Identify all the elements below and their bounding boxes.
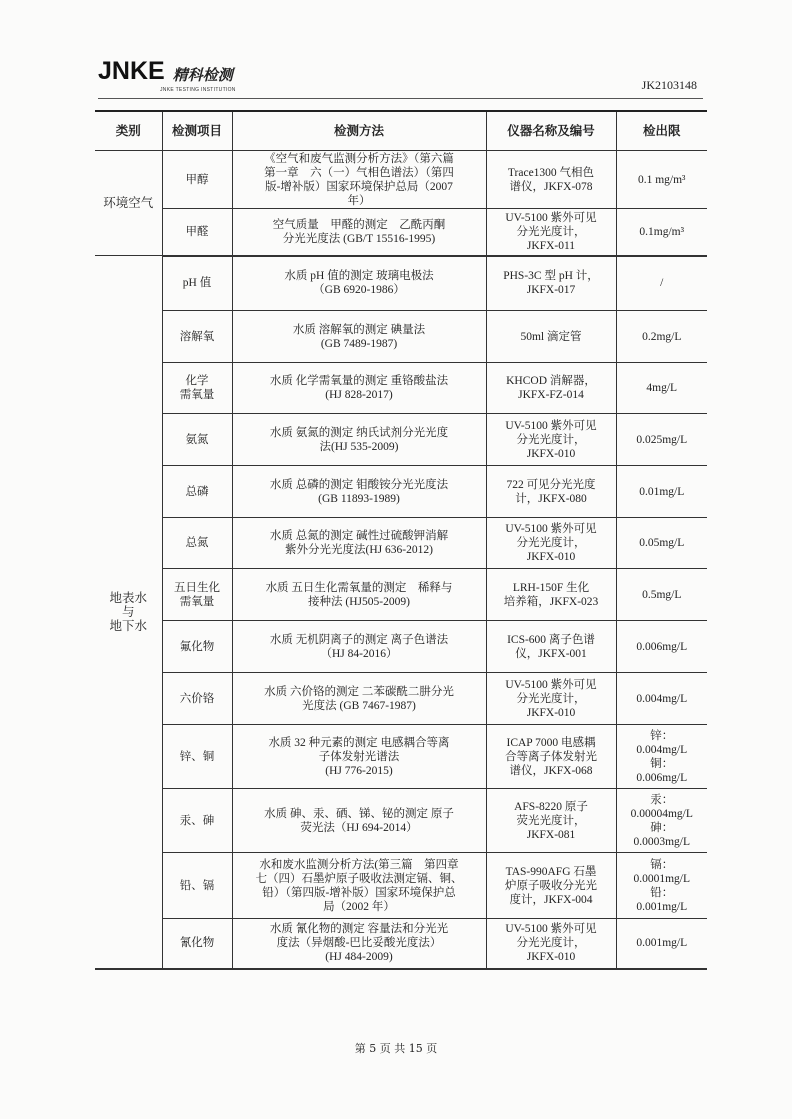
column-header-limit: 检出限 — [616, 111, 707, 151]
table-row — [95, 789, 707, 853]
method-cell: 水质 化学需氧量的测定 重铬酸盐法 (HJ 828-2017) — [232, 363, 486, 414]
instrument-cell: UV-5100 紫外可见 分光光度计， JKFX-010 — [486, 414, 616, 466]
column-header-category: 类别 — [95, 111, 162, 151]
detection-limit-cell: 0.1mg/m³ — [616, 209, 707, 256]
logo-row — [98, 58, 235, 85]
test-item-cell: 甲醇 — [162, 151, 232, 209]
method-cell: 水质 pH 值的测定 玻璃电极法 （GB 6920-1986） — [232, 256, 486, 311]
instrument-cell: UV-5100 紫外可见 分光光度计， JKFX-010 — [486, 673, 616, 725]
table-row — [95, 151, 707, 209]
method-cell: 水质 无机阴离子的测定 离子色谱法 （HJ 84-2016） — [232, 621, 486, 673]
test-item-cell: 氨氮 — [162, 414, 232, 466]
method-cell: 水质 砷、汞、硒、锑、铋的测定 原子 荧光法（HJ 694-2014） — [232, 789, 486, 853]
detection-limit-cell: 0.006mg/L — [616, 621, 707, 673]
method-cell: 水质 氰化物的测定 容量法和分光光 度法（异烟酸-巴比妥酸光度法） (HJ 484-2009) — [232, 919, 486, 969]
detection-limit-cell: 0.004mg/L — [616, 673, 707, 725]
method-cell: 水质 32 种元素的测定 电感耦合等离 子体发射光谱法 (HJ 776-2015) — [232, 725, 486, 789]
table-header-row — [95, 111, 707, 151]
test-item-cell: 锌、铜 — [162, 725, 232, 789]
table-row — [95, 853, 707, 919]
test-item-cell: 五日生化 需氧量 — [162, 569, 232, 621]
instrument-cell: PHS-3C 型 pH 计， JKFX-017 — [486, 256, 616, 311]
company-logo — [98, 58, 236, 93]
detection-limit-cell: 0.5mg/L — [616, 569, 707, 621]
instrument-cell: LRH-150F 生化 培养箱，JKFX-023 — [486, 569, 616, 621]
detection-limit-cell: 镉： 0.0001mg/L 铅： 0.001mg/L — [616, 853, 707, 919]
test-item-cell: 化学 需氧量 — [162, 363, 232, 414]
test-item-cell: 溶解氧 — [162, 311, 232, 363]
detection-limit-cell: / — [616, 256, 707, 311]
table-row — [95, 569, 707, 621]
table-row — [95, 919, 707, 969]
instrument-cell: Trace1300 气相色 谱仪，JKFX-078 — [486, 151, 616, 209]
instrument-cell: KHCOD 消解器， JKFX-FZ-014 — [486, 363, 616, 414]
logo-subtitle: JNKE TESTING INSTITUTION — [160, 87, 236, 93]
table-body — [95, 151, 707, 969]
test-item-cell: 甲醛 — [162, 209, 232, 256]
table-row — [95, 256, 707, 311]
detection-limit-cell: 0.2mg/L — [616, 311, 707, 363]
method-cell: 水质 总磷的测定 钼酸铵分光光度法 (GB 11893-1989) — [232, 466, 486, 518]
table-row — [95, 311, 707, 363]
table-row — [95, 725, 707, 789]
method-cell: 水和废水监测分析方法(第三篇 第四章 七（四）石墨炉原子吸收法测定镉、铜、 铅）（第四版-增补版）国家环境保护总 局（2002 年） — [232, 853, 486, 919]
logo-mark: JNKE — [98, 57, 165, 85]
table-row — [95, 673, 707, 725]
table-row — [95, 466, 707, 518]
logo-chinese-name: 精科检测 — [172, 66, 233, 84]
instrument-cell: ICAP 7000 电感耦 合等离子体发射光 谱仪，JKFX-068 — [486, 725, 616, 789]
table-row — [95, 209, 707, 256]
detection-limit-cell: 0.05mg/L — [616, 518, 707, 569]
instrument-cell: UV-5100 紫外可见 分光光度计， JKFX-010 — [486, 919, 616, 969]
test-item-cell: 六价铬 — [162, 673, 232, 725]
page-number: 第 5 页 共 15 页 — [354, 1042, 438, 1055]
method-cell: 水质 溶解氧的测定 碘量法 (GB 7489-1987) — [232, 311, 486, 363]
instrument-cell: UV-5100 紫外可见 分光光度计， JKFX-011 — [486, 209, 616, 256]
test-item-cell: 氟化物 — [162, 621, 232, 673]
header-divider — [98, 98, 703, 99]
detection-limit-cell: 0.1 mg/m³ — [616, 151, 707, 209]
instrument-cell: ICS-600 离子色谱 仪，JKFX-001 — [486, 621, 616, 673]
test-item-cell: 铅、镉 — [162, 853, 232, 919]
method-cell: 水质 六价铬的测定 二苯碳酰二肼分光 光度法 (GB 7467-1987) — [232, 673, 486, 725]
instrument-cell: TAS-990AFG 石墨 炉原子吸收分光光 度计，JKFX-004 — [486, 853, 616, 919]
method-cell: 水质 总氮的测定 碱性过硫酸钾消解 紫外分光光度法(HJ 636-2012) — [232, 518, 486, 569]
method-cell: 空气质量 甲醛的测定 乙酰丙酮 分光光度法 (GB/T 15516-1995) — [232, 209, 486, 256]
detection-limit-cell: 0.001mg/L — [616, 919, 707, 969]
instrument-cell: 722 可见分光光度 计，JKFX-080 — [486, 466, 616, 518]
category-cell: 环境空气 — [95, 151, 162, 256]
instrument-cell: AFS-8220 原子 荧光光度计， JKFX-081 — [486, 789, 616, 853]
method-cell: 水质 五日生化需氧量的测定 稀释与 接种法 (HJ505-2009) — [232, 569, 486, 621]
method-cell: 《空气和废气监测分析方法》（第六篇 第一章 六（一）气相色谱法）（第四 版-增补版）国家环境保护总局（2007 年） — [232, 151, 486, 209]
detection-limit-cell: 4mg/L — [616, 363, 707, 414]
instrument-cell: UV-5100 紫外可见 分光光度计， JKFX-010 — [486, 518, 616, 569]
test-item-cell: 汞、砷 — [162, 789, 232, 853]
table-row — [95, 621, 707, 673]
instrument-cell: 50ml 滴定管 — [486, 311, 616, 363]
test-item-cell: 总磷 — [162, 466, 232, 518]
table-row — [95, 518, 707, 569]
detection-limit-cell: 0.01mg/L — [616, 466, 707, 518]
detection-limit-cell: 汞： 0.00004mg/L 砷： 0.0003mg/L — [616, 789, 707, 853]
column-header-item: 检测项目 — [162, 111, 232, 151]
table-row — [95, 363, 707, 414]
test-item-cell: 总氮 — [162, 518, 232, 569]
column-header-method: 检测方法 — [232, 111, 486, 151]
detection-limit-cell: 0.025mg/L — [616, 414, 707, 466]
category-cell: 地表水 与 地下水 — [95, 256, 162, 969]
detection-limit-cell: 锌： 0.004mg/L 铜： 0.006mg/L — [616, 725, 707, 789]
testing-methods-table — [95, 110, 707, 970]
table-row — [95, 414, 707, 466]
test-item-cell: pH 值 — [162, 256, 232, 311]
test-item-cell: 氰化物 — [162, 919, 232, 969]
column-header-instrument: 仪器名称及编号 — [486, 111, 616, 151]
method-cell: 水质 氨氮的测定 纳氏试剂分光光度 法(HJ 535-2009) — [232, 414, 486, 466]
document-number: JK2103148 — [641, 78, 697, 92]
